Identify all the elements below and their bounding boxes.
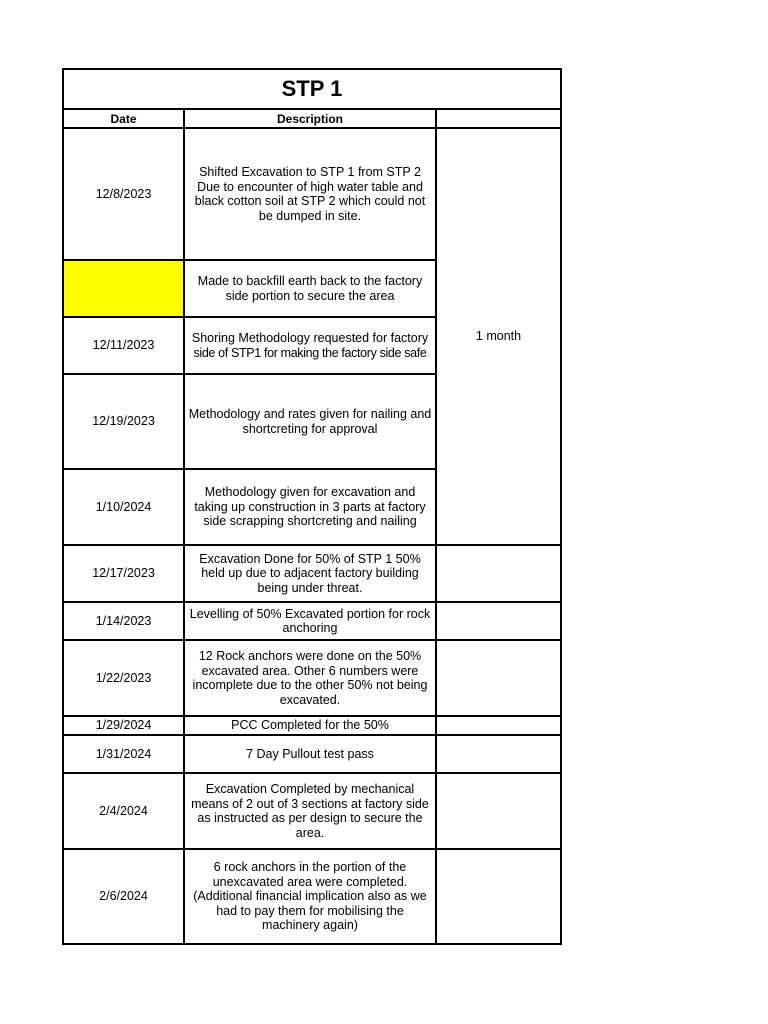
- date-cell: 1/10/2024: [63, 469, 184, 545]
- title-row: [63, 69, 561, 109]
- date-cell: 12/17/2023: [63, 545, 184, 602]
- date-cell: 12/11/2023: [63, 317, 184, 374]
- description-cell: Shifted Excavation to STP 1 from STP 2 Due to encounter of high water table and black cotton soil at STP 2 which could not be dumped in site.: [184, 128, 436, 260]
- description-cell: Methodology given for excavation and taking up construction in 3 parts at factory side scrapping shortcreting and nailing: [184, 469, 436, 545]
- description-cell: 6 rock anchors in the portion of the unexcavated area were completed. (Additional financial implication also as we had to pay them for mobilising the machinery again): [184, 849, 436, 944]
- description-line: Shoring Methodology requested for factory: [191, 331, 429, 345]
- empty-cell: [436, 735, 561, 773]
- empty-cell: [436, 716, 561, 735]
- date-cell: 12/19/2023: [63, 374, 184, 469]
- description-text: [192, 331, 428, 360]
- date-cell: 2/6/2024: [63, 849, 184, 944]
- duration-cell: 1 month: [436, 128, 561, 545]
- date-cell: 12/8/2023: [63, 128, 184, 260]
- description-cell: Made to backfill earth back to the factory side portion to secure the area: [184, 260, 436, 317]
- description-cell: [184, 317, 436, 374]
- empty-cell: [436, 773, 561, 849]
- header-row: [63, 109, 561, 128]
- description-line: side of STP1 for making the factory side safe: [193, 345, 427, 360]
- description-header: Description: [184, 109, 436, 128]
- date-cell: 1/22/2023: [63, 640, 184, 716]
- empty-cell: [436, 545, 561, 602]
- date-cell: 2/4/2024: [63, 773, 184, 849]
- table-row: [63, 735, 561, 773]
- description-cell: Methodology and rates given for nailing and shortcreting for approval: [184, 374, 436, 469]
- empty-cell: [436, 602, 561, 640]
- description-cell: 12 Rock anchors were done on the 50% excavated area. Other 6 numbers were incomplete due to the other 50% not being excavated.: [184, 640, 436, 716]
- table-row: [63, 602, 561, 640]
- empty-cell: [436, 640, 561, 716]
- duration-header: [436, 109, 561, 128]
- table-row: [63, 640, 561, 716]
- date-cell: 1/29/2024: [63, 716, 184, 735]
- table-row: [63, 128, 561, 260]
- table-row: [63, 716, 561, 735]
- description-cell: Excavation Done for 50% of STP 1 50% held up due to adjacent factory building being under threat.: [184, 545, 436, 602]
- description-cell: Levelling of 50% Excavated portion for rock anchoring: [184, 602, 436, 640]
- table-row: [63, 849, 561, 944]
- table-title: STP 1: [63, 69, 561, 109]
- description-cell: PCC Completed for the 50%: [184, 716, 436, 735]
- description-cell: Excavation Completed by mechanical means of 2 out of 3 sections at factory side as instructed as per design to secure the area.: [184, 773, 436, 849]
- empty-cell: [436, 849, 561, 944]
- date-header: Date: [63, 109, 184, 128]
- date-cell: 1/31/2024: [63, 735, 184, 773]
- description-cell: 7 Day Pullout test pass: [184, 735, 436, 773]
- table-row: [63, 773, 561, 849]
- highlighted-date-cell: [63, 260, 184, 317]
- table-row: [63, 545, 561, 602]
- stp1-table: [62, 68, 562, 945]
- date-cell: 1/14/2023: [63, 602, 184, 640]
